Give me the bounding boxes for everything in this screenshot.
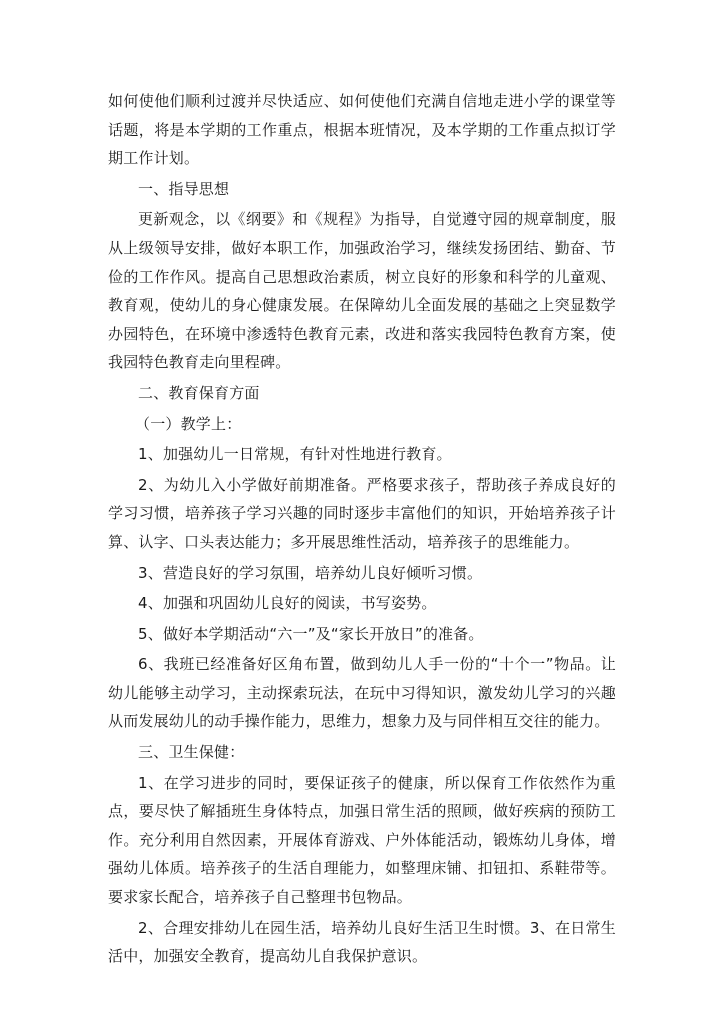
subsection-heading-teaching: （一）教学上：: [135, 414, 242, 433]
teaching-item-1: 1、加强幼儿一日常规，有针对性地进行教育。: [138, 445, 452, 464]
section-heading-health-care: 三、卫生保健：: [138, 743, 245, 762]
teaching-item-2: 2、为幼儿入小学做好前期准备。严格要求孩子，帮助孩子养成良好的学习习惯，培养孩子学习兴趣的同时逐步丰富他们的知识，开始培养孩子计算、认字、口头表达能力；多开展思维性活动，培养孩子的思维能力。: [108, 475, 616, 551]
intro-paragraph: 如何使他们顺利过渡并尽快适应、如何使他们充满自信地走进小学的课堂等话题，将是本学期的工作重点，根据本班情况，及本学期的工作重点拟订学期工作计划。: [108, 92, 616, 168]
document-body: [108, 87, 616, 971]
section-heading-education-care: 二、教育保育方面: [138, 383, 260, 402]
health-care-item-1: 1、在学习进步的同时，要保证孩子的健康，所以保育工作依然作为重点，要尽快了解插班生身体特点，加强日常生活的照顾，做好疾病的预防工作。充分利用自然因素，开展体育游戏、户外体能活动，锻炼幼儿身体，增强幼儿体质。培养孩子的生活自理能力，如整理床铺、扣钮扣、系鞋带等。要求家长配合，培养孩子自己整理书包物品。: [108, 773, 616, 907]
health-care-item-2-3: 2、合理安排幼儿在园生活，培养幼儿良好生活卫生时惯。3、在日常生活中，加强安全教育，提高幼儿自我保护意识。: [108, 918, 616, 966]
section-heading-guiding-ideology: 一、指导思想: [138, 179, 230, 198]
teaching-item-4: 4、加强和巩固幼儿良好的阅读，书写姿势。: [138, 594, 437, 613]
teaching-item-5: 5、做好本学期活动“六一”及“家长开放日”的准备。: [138, 624, 484, 643]
teaching-item-3: 3、营造良好的学习氛围，培养幼儿良好倾听习惯。: [138, 563, 483, 582]
guiding-ideology-paragraph: 更新观念，以《纲要》和《规程》为指导，自觉遵守园的规章制度，服从上级领导安排，做好本职工作，加强政治学习，继续发扬团结、勤奋、节俭的工作作风。提高自己思想政治素质，树立良好的形象和科学的儿童观、教育观，使幼儿的身心健康发展。在保障幼儿全面发展的基础之上突显数学办园特色，在环境中渗透特色教育元素，改进和落实我园特色教育方案，使我园特色教育走向里程碑。: [108, 210, 616, 372]
teaching-item-6: 6、我班已经准备好区角布置，做到幼儿人手一份的“十个一”物品。让幼儿能够主动学习，主动探索玩法，在玩中习得知识，激发幼儿学习的兴趣从而发展幼儿的动手操作能力，思维力，想象力及与同伴相互交往的能力。: [108, 655, 616, 731]
